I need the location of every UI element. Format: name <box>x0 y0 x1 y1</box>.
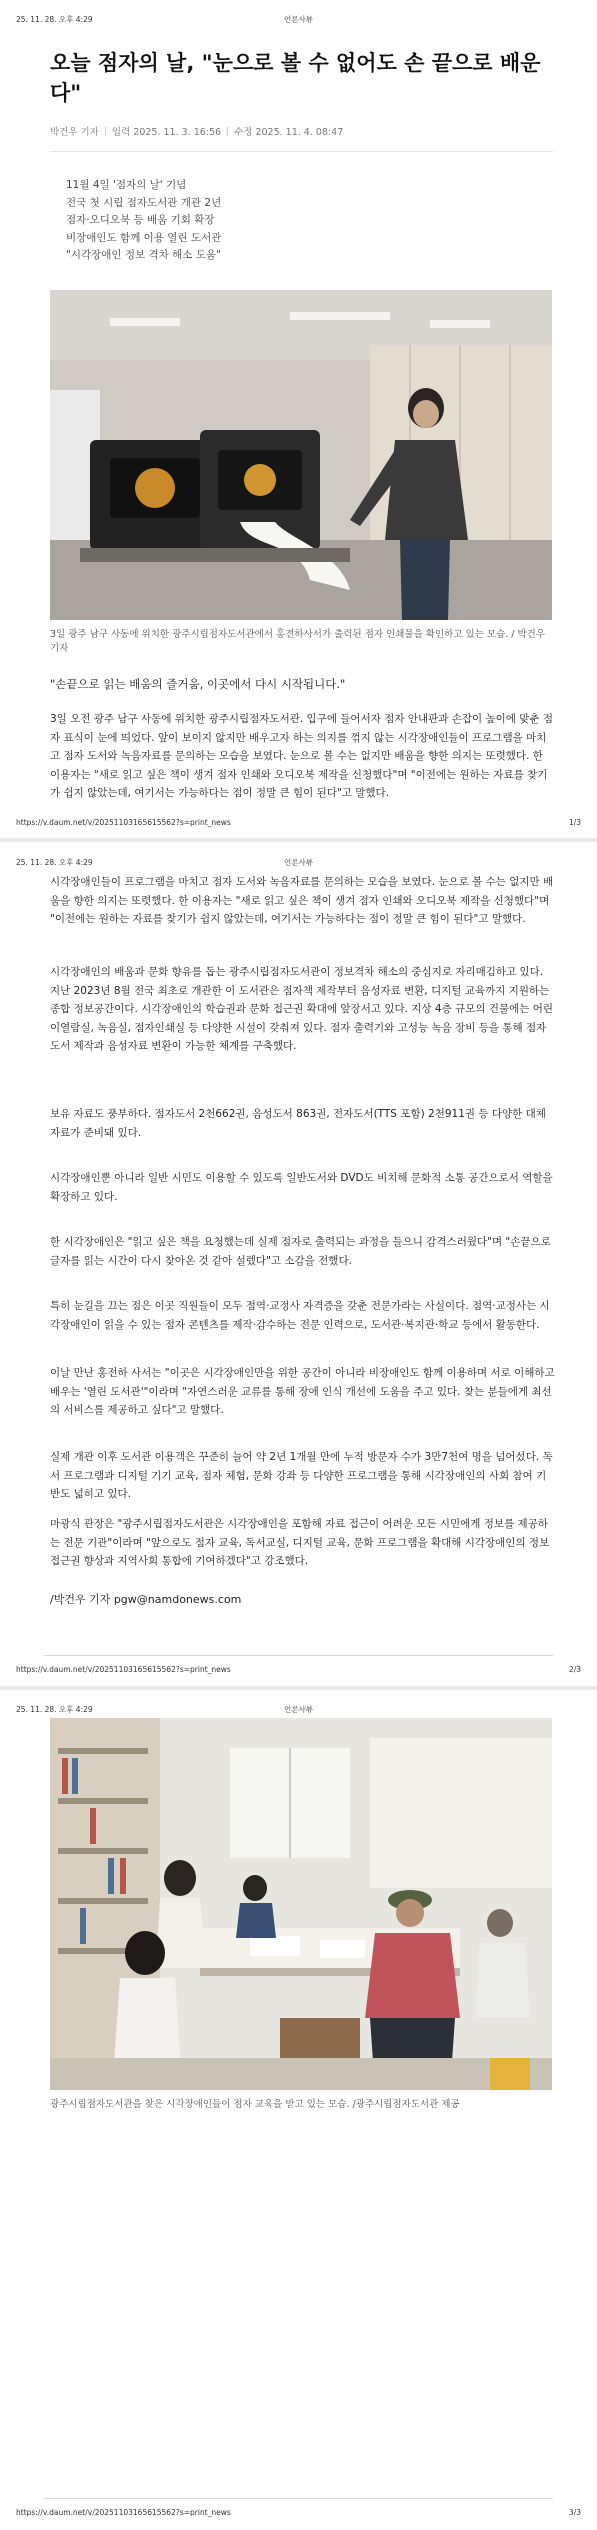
print-footer <box>16 818 581 830</box>
paragraph-continuation: 시각장애인들이 프로그램을 마치고 점자 도서와 녹음자료를 문의하는 모습을 보였다. 눈으로 볼 수는 없지만 배움을 향한 의지는 또렷했다. 한 이용자는 "새로 읽고 싶은 책이 생겨 점자 인쇄와 오디오북 제작을 신청했다"며 "이전에는 원하는 자료를 찾기가 쉽지 않았는데, 여기서는 가능하다는 점이 정말 큰 힘이 된다"고 말했다. <box>50 876 554 925</box>
footer-rule <box>44 2498 553 2499</box>
page-break <box>0 838 597 842</box>
article-meta <box>50 124 343 138</box>
photo-caption: 광주시립점자도서관을 찾은 시각장애인들이 점자 교육을 받고 있는 모습. /광주시립점자도서관 제공 <box>50 2099 460 2110</box>
article-paragraph: 3일 오전 광주 남구 사동에 위치한 광주시립점자도서관. 입구에 들어서자 점자 안내판과 손잡이 높이에 맞춘 점자 표식이 눈에 띄었다. 앞이 보이지 않지만 배우고자 하는 의지를 꺾지 않는 시각장애인들이 프로그램을 마치고 점자 도서와 녹음자료를 문의하는 모습을 보였다. 눈으로 볼 수는 없지만 배움을 향한 의지는 또렷했다. 한 이용자는 "새로 읽고 싶은 책이 생겨 점자 인쇄와 오디오북 제작을 신청했다"며 "이전에는 원하는 자료를 찾기가 쉽지 않았는데, 여기서는 가능하다는 점이 정말 큰 힘이 된다"고 말했다. <box>50 713 554 799</box>
print-footer <box>16 1665 581 1677</box>
page-number: 2/3 <box>568 1665 581 1674</box>
article-photo-braille-class <box>50 1718 552 2090</box>
article-subheadings <box>66 177 221 265</box>
published-date: 입력 2025. 11. 3. 16:56 <box>111 127 222 138</box>
paragraph-clip <box>50 710 555 799</box>
article-paragraph: 특히 눈길을 끄는 점은 이곳 직원들이 모두 점역·교정사 자격증을 갖춘 전문가라는 사실이다. 점역·교정사는 시각장애인이 읽을 수 있는 점자 콘텐츠를 제작·감수하는 전문 인력으로, 도서관·복지관·학교 등에서 활동한다. <box>50 1300 550 1331</box>
footer-rule <box>44 1655 553 1656</box>
print-source: 언론사뷰 <box>284 15 313 24</box>
print-url: https://v.daum.net/v/20251103165615562?s=print_news <box>16 1665 231 1674</box>
print-page-3 <box>0 1690 597 2530</box>
reporter-name: 박건우 기자 <box>50 127 99 138</box>
article-paragraph: 보유 자료도 풍부하다. 점자도서 2천662권, 음성도서 863권, 전자도서(TTS 포함) 2천911권 등 다양한 대체자료가 준비돼 있다. <box>50 1108 546 1139</box>
article-photo-braille-printer <box>50 290 552 620</box>
print-page-2 <box>0 843 597 1686</box>
print-url: https://v.daum.net/v/20251103165615562?s=print_news <box>16 2508 231 2517</box>
article-paragraph: 한 시각장애인은 "읽고 싶은 책을 요청했는데 실제 점자로 출력되는 과정을 들으니 감격스러웠다"며 "손끝으로 글자를 읽는 시간이 다시 찾아온 것 같아 설렜다"고 소감을 전했다. <box>50 1236 551 1267</box>
subheading: 전국 첫 시립 점자도서관 개관 2년 <box>66 196 222 209</box>
subheading: 비장애인도 함께 이용 열린 도서관 <box>66 231 222 244</box>
article-paragraph: 시각장애인의 배움과 문화 향유를 돕는 광주시립점자도서관이 정보격차 해소의 중심지로 자리매김하고 있다. 지난 2023년 8월 전국 최초로 개관한 이 도서관은 점자책 제작부터 음성자료 변환, 디지털 교육까지 지원하는 종합 정보공간이다. 시각장애인의 학습권과 문화 접근권 확대에 앞장서고 있다. 지상 4층 규모의 건물에는 어린이열람실, 녹음실, 점자인쇄실 등 다양한 시설이 갖춰져 있다. 점자 출력기와 고성능 녹음 장비 등을 통해 점자 도서 제작과 음성자료 변환이 가능한 체계를 구축했다. <box>50 966 554 1052</box>
subheading: 11월 4일 '점자의 날' 기념 <box>66 179 187 191</box>
lead-quote: "손끝으로 읽는 배움의 즐거움, 이곳에서 다시 시작됩니다." <box>50 677 346 691</box>
page-number: 1/3 <box>568 818 581 827</box>
article-title: 오늘 점자의 날, "눈으로 볼 수 없어도 손 끝으로 배운다" <box>50 51 541 105</box>
subheading: "시각장애인 정보 격차 해소 도움" <box>66 249 221 261</box>
page-number: 3/3 <box>568 2508 581 2517</box>
modified-date: 수정 2025. 11. 4. 08:47 <box>234 127 344 138</box>
print-source: 언론사뷰 <box>284 858 313 867</box>
print-header <box>16 1704 581 1716</box>
article-paragraph-continued <box>50 873 555 948</box>
print-datetime: 25. 11. 28. 오후 4:29 <box>16 858 93 867</box>
meta-divider <box>227 127 228 136</box>
article-byline: /박건우 기자 pgw@namdonews.com <box>50 1593 242 1606</box>
subheading: 점자·오디오북 등 배움 기회 확장 <box>66 214 215 226</box>
article-paragraph: 이날 만난 홍전하 사서는 "이곳은 시각장애인만을 위한 공간이 아니라 비장애인도 함께 이용하며 서로 이해하고 배우는 '열린 도서관'"이라며 "자연스러운 교류를 통해 장애 인식 개선에 도움을 주고 있다. 찾는 분들에게 최선의 서비스를 제공하고 싶다"고 말했다. <box>50 1367 555 1416</box>
article-paragraph: 시각장애인뿐 아니라 일반 시민도 이용할 수 있도록 일반도서와 DVD도 비치해 문화적 소통 공간으로서 역할을 확장하고 있다. <box>50 1172 553 1203</box>
print-page-1 <box>0 0 597 838</box>
print-header <box>16 857 581 869</box>
print-url: https://v.daum.net/v/20251103165615562?s=print_news <box>16 818 231 827</box>
meta-divider <box>105 127 106 136</box>
print-datetime: 25. 11. 28. 오후 4:29 <box>16 1705 93 1714</box>
meta-divider-line <box>50 151 553 152</box>
print-datetime: 25. 11. 28. 오후 4:29 <box>16 15 93 24</box>
article-paragraph: 실제 개관 이후 도서관 이용객은 꾸준히 늘어 약 2년 1개월 만에 누적 방문자 수가 3만7천여 명을 넘어섰다. 독서 프로그램과 디지털 기기 교육, 점자 체험, 문화 강좌 등 다양한 프로그램을 통해 시각장애인의 사회 참여 기반도 넓히고 있다. <box>50 1451 553 1500</box>
print-source: 언론사뷰 <box>284 1705 313 1714</box>
photo-caption: 3일 광주 남구 사동에 위치한 광주시립점자도서관에서 홍전하사서가 출력된 점자 인쇄물을 확인하고 있는 모습. / 박건우 기자 <box>50 629 546 654</box>
print-footer <box>16 2508 581 2520</box>
print-header <box>16 14 581 26</box>
article-paragraph: 마광식 관장은 "광주시립점자도서관은 시각장애인을 포함해 자료 접근이 어려운 모든 시민에게 정보를 제공하는 전문 기관"이라며 "앞으로도 점자 교육, 독서교실, 디지털 교육, 문화 프로그램을 확대해 시각장애인의 정보 접근권 향상과 지역사회 통합에 기여하겠다"고 강조했다. <box>50 1518 550 1567</box>
